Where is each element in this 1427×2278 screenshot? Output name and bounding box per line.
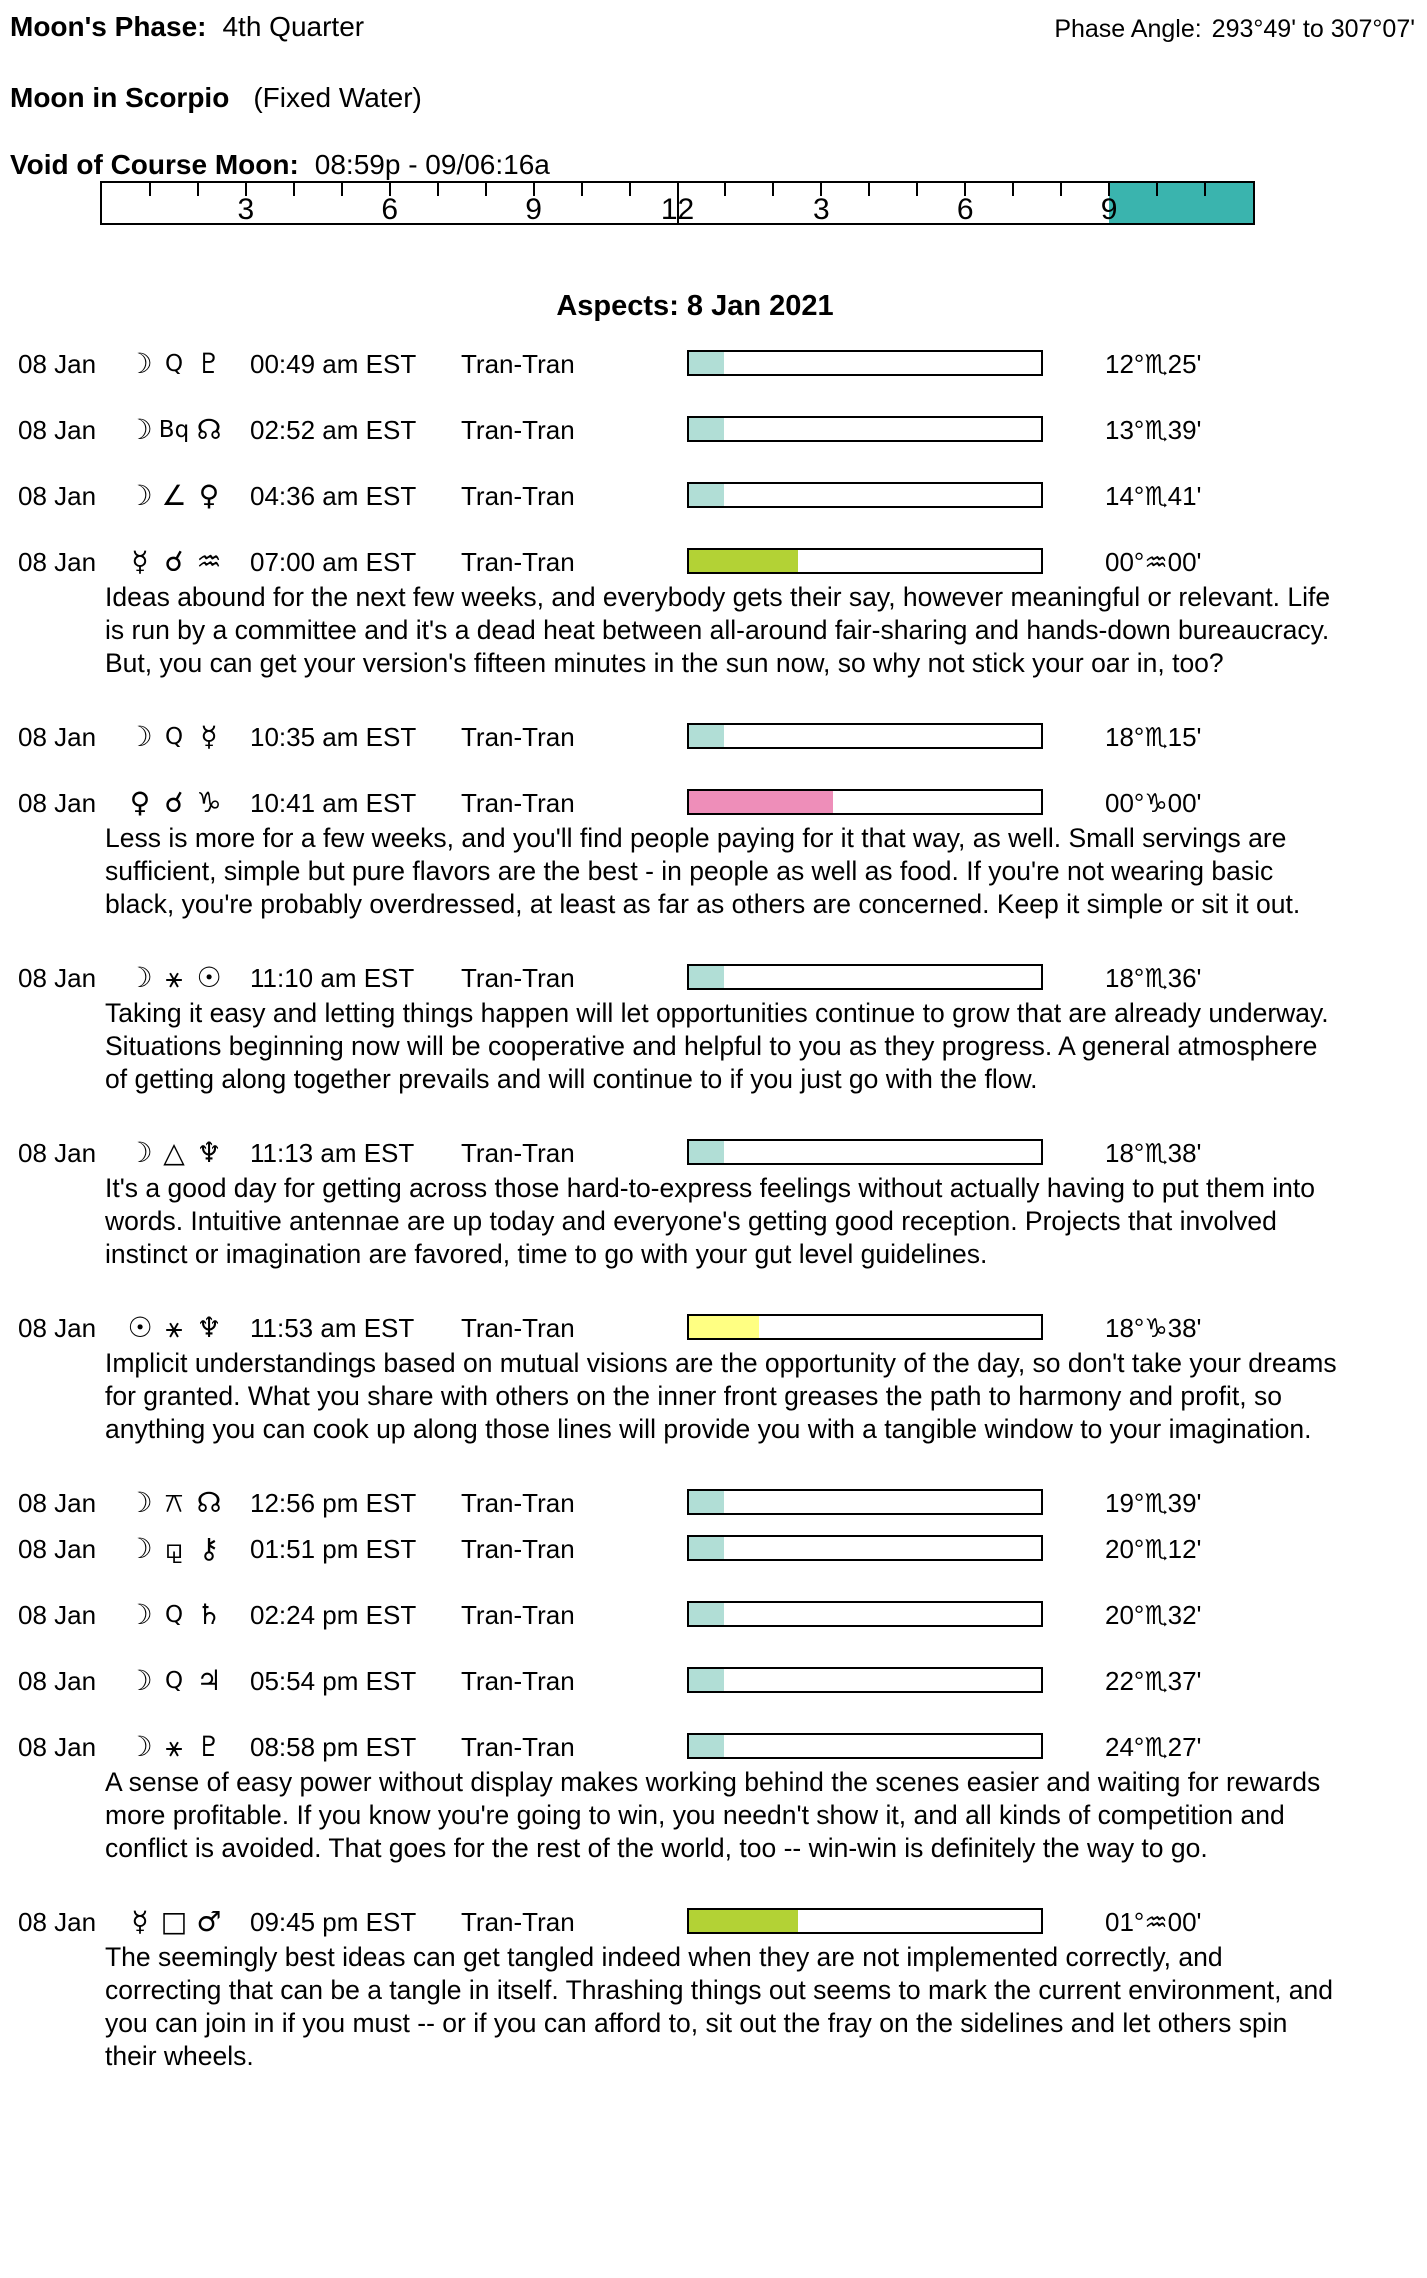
quintile-icon: Q bbox=[164, 1668, 184, 1694]
orb-bar-fill bbox=[689, 1141, 724, 1163]
orb-bar bbox=[687, 1314, 1043, 1340]
interpretation-text: The seemingly best ideas can get tangled indeed when they are not implemented correctly, and correcting that can be a tangle in itself. Thrashing things out seems to mark the current environment, and you can join in if you must -- or if you can afford to, sit out the fray on the sidelines and let others spin their wheels. bbox=[105, 1942, 1334, 2071]
chiron-icon: ⚷ bbox=[198, 1532, 220, 1565]
orb-bar-fill bbox=[689, 352, 724, 374]
orb-bar-fill bbox=[689, 966, 724, 988]
hour-tick bbox=[724, 183, 726, 196]
orb-bar-fill bbox=[689, 1603, 724, 1625]
aspect-type: Tran-Tran bbox=[461, 349, 575, 379]
aspect-row[interactable] bbox=[10, 786, 1427, 820]
aspect-date: 08 Jan bbox=[18, 788, 97, 818]
mercury-icon: ☿ bbox=[131, 1905, 149, 1938]
orb-bar-fill bbox=[689, 1316, 759, 1338]
hour-tick bbox=[1060, 183, 1062, 196]
aspect-row[interactable] bbox=[10, 413, 1427, 447]
phase-angle-label: Phase Angle: bbox=[1054, 15, 1202, 43]
orb-bar bbox=[687, 1667, 1043, 1693]
orb-bar-fill bbox=[689, 484, 724, 506]
moon-icon: ☽ bbox=[127, 479, 153, 512]
aspect-row[interactable] bbox=[10, 961, 1427, 995]
orb-bar bbox=[687, 1139, 1043, 1165]
aspect-time: 08:58 pm EST bbox=[250, 1732, 417, 1762]
aspect-row[interactable] bbox=[10, 1136, 1427, 1170]
orb-bar-fill bbox=[689, 725, 724, 747]
hour-tick bbox=[916, 183, 918, 196]
orb-bar-fill bbox=[689, 1491, 724, 1513]
aspect-time: 07:00 am EST bbox=[250, 547, 417, 577]
hour-label: 9 bbox=[525, 193, 542, 226]
hour-tick bbox=[629, 183, 631, 196]
aspect-type: Tran-Tran bbox=[461, 1732, 575, 1762]
aspect-date: 08 Jan bbox=[18, 481, 97, 511]
quintile-icon: Q bbox=[164, 1602, 184, 1628]
north-node-icon: ☊ bbox=[196, 413, 222, 446]
aspect-date: 08 Jan bbox=[18, 1666, 97, 1696]
orb-bar bbox=[687, 1908, 1043, 1934]
sextile-icon: ⚹ bbox=[165, 1311, 183, 1344]
aspect-degree: 24°♏27' bbox=[1105, 1732, 1202, 1762]
aspect-type: Tran-Tran bbox=[461, 1600, 575, 1630]
orb-bar-fill bbox=[689, 1910, 798, 1932]
aspect-degree: 01°♒00' bbox=[1105, 1907, 1202, 1937]
hour-tick bbox=[868, 183, 870, 196]
aspect-type: Tran-Tran bbox=[461, 722, 575, 752]
aspect-row[interactable] bbox=[10, 479, 1427, 513]
aspect-type: Tran-Tran bbox=[461, 1907, 575, 1937]
aspect-degree: 18°♏38' bbox=[1105, 1138, 1202, 1168]
orb-bar-fill bbox=[689, 418, 724, 440]
moon-phase-line bbox=[10, 10, 364, 46]
conjunction-icon: ☌ bbox=[164, 545, 184, 578]
orb-bar bbox=[687, 416, 1043, 442]
aspect-degree: 20°♏32' bbox=[1105, 1600, 1202, 1630]
jupiter-icon: ♃ bbox=[196, 1664, 222, 1697]
interpretation-text: Implicit understandings based on mutual visions are the opportunity of the day, so don't take your dreams for granted. What you share with others on the inner front greases the path to harmony and profit, so anything you can cook up along those lines will provide you with a tangible window to your imagination. bbox=[105, 1348, 1337, 1444]
interpretation-text: It's a good day for getting across those hard-to-express feelings without actually having to put them into words. Intuitive antennae are up today and everyone's getting good reception. Projects that involved instinct or imagination are favored, time to go with your gut level guidelines. bbox=[105, 1173, 1316, 1269]
aspect-time: 02:24 pm EST bbox=[250, 1600, 417, 1630]
aspect-degree: 22°♏37' bbox=[1105, 1666, 1202, 1696]
aspects-title: Aspects: 8 Jan 2021 bbox=[556, 290, 834, 322]
quincunx-icon: ⚻ bbox=[164, 1486, 184, 1519]
aspect-time: 01:51 pm EST bbox=[250, 1534, 417, 1564]
aspect-type: Tran-Tran bbox=[461, 547, 575, 577]
aspect-time: 11:10 am EST bbox=[250, 963, 415, 993]
aspect-degree: 13°♏39' bbox=[1105, 415, 1202, 445]
voc-24h-ruler bbox=[100, 181, 1255, 225]
moon-icon: ☽ bbox=[127, 1730, 153, 1763]
orb-bar bbox=[687, 548, 1043, 574]
aspect-row[interactable] bbox=[10, 1664, 1427, 1698]
aspect-time: 10:41 am EST bbox=[250, 788, 417, 818]
aspect-type: Tran-Tran bbox=[461, 963, 575, 993]
aspect-list bbox=[10, 347, 1427, 2073]
aspect-date: 08 Jan bbox=[18, 1600, 97, 1630]
aspect-date: 08 Jan bbox=[18, 1534, 97, 1564]
interpretation-text: Taking it easy and letting things happen will let opportunities continue to grow that are already underway. Situations beginning now will be cooperative and helpful to you as they progress. A general atmosphere of getting along together prevails and will continue to if you just go with the flow. bbox=[105, 998, 1329, 1094]
capricorn-icon: ♑ bbox=[196, 786, 222, 819]
aquarius-icon: ♒ bbox=[196, 545, 222, 578]
hour-tick bbox=[485, 183, 487, 196]
hour-tick bbox=[341, 183, 343, 196]
neptune-icon: ♆ bbox=[196, 1136, 222, 1169]
aspect-date: 08 Jan bbox=[18, 1907, 97, 1937]
hour-tick bbox=[581, 183, 583, 196]
aspect-row[interactable] bbox=[10, 1532, 1427, 1566]
aspect-degree: 00°♒00' bbox=[1105, 547, 1202, 577]
void-of-course-line bbox=[10, 148, 1427, 181]
mars-icon: ♂ bbox=[196, 1905, 222, 1938]
aspect-type: Tran-Tran bbox=[461, 1488, 575, 1518]
aspect-date: 08 Jan bbox=[18, 1138, 97, 1168]
aspect-date: 08 Jan bbox=[18, 1732, 97, 1762]
orb-bar bbox=[687, 723, 1043, 749]
square-icon: □ bbox=[160, 1905, 188, 1938]
orb-bar bbox=[687, 789, 1043, 815]
aspect-time: 05:54 pm EST bbox=[250, 1666, 417, 1696]
hour-label: 6 bbox=[956, 193, 974, 226]
orb-bar bbox=[687, 1733, 1043, 1759]
orb-bar-fill bbox=[689, 791, 833, 813]
sun-icon: ☉ bbox=[127, 1311, 153, 1344]
hour-label: 3 bbox=[813, 193, 830, 226]
moon-icon: ☽ bbox=[127, 1136, 153, 1169]
phase-angle-value: 293°49' to 307°07' bbox=[1211, 15, 1415, 43]
hour-label: 9 bbox=[1100, 193, 1118, 226]
aspect-row[interactable] bbox=[10, 1905, 1427, 1939]
aspect-date: 08 Jan bbox=[18, 547, 97, 577]
void-period-fill bbox=[1109, 183, 1253, 223]
orb-bar bbox=[687, 964, 1043, 990]
aspect-date: 08 Jan bbox=[18, 1313, 97, 1343]
aspect-degree: 12°♏25' bbox=[1105, 349, 1202, 379]
aspect-type: Tran-Tran bbox=[461, 788, 575, 818]
moon-phase-label: Moon's Phase: bbox=[10, 11, 207, 42]
trine-icon: △ bbox=[163, 1136, 185, 1169]
aspect-degree: 14°♏41' bbox=[1105, 481, 1202, 511]
voc-value: 08:59p - 09/06:16a bbox=[314, 149, 550, 180]
moon-icon: ☽ bbox=[127, 961, 153, 994]
north-node-icon: ☊ bbox=[196, 1486, 222, 1519]
interpretation-text: A sense of easy power without display makes working behind the scenes easier and waiting for rewards more profitable. If you know you're going to win, you needn't show it, and all kinds of competition and conflict is avoided. That goes for the rest of the world, too -- win-win is definitely the way to go. bbox=[105, 1767, 1321, 1863]
quintile-icon: Q bbox=[164, 351, 184, 377]
aspect-degree: 18°♏15' bbox=[1105, 722, 1202, 752]
moon-phase-row bbox=[10, 10, 1415, 46]
orb-bar bbox=[687, 1535, 1043, 1561]
aspect-time: 10:35 am EST bbox=[250, 722, 417, 752]
aspect-type: Tran-Tran bbox=[461, 415, 575, 445]
moon-icon: ☽ bbox=[127, 1532, 153, 1565]
hour-tick bbox=[197, 183, 199, 196]
aspect-row[interactable] bbox=[10, 1311, 1427, 1345]
aspect-time: 09:45 pm EST bbox=[250, 1907, 417, 1937]
aspect-date: 08 Jan bbox=[18, 349, 97, 379]
hour-tick bbox=[1204, 183, 1206, 196]
aspect-degree: 18°♑38' bbox=[1105, 1313, 1202, 1343]
aspect-date: 08 Jan bbox=[18, 963, 97, 993]
aspect-row[interactable] bbox=[10, 347, 1427, 381]
moon-icon: ☽ bbox=[127, 1664, 153, 1697]
orb-bar bbox=[687, 1489, 1043, 1515]
aspect-degree: 18°♏36' bbox=[1105, 963, 1202, 993]
aspect-time: 04:36 am EST bbox=[250, 481, 417, 511]
hour-label: 12 bbox=[660, 193, 695, 226]
orb-bar-fill bbox=[689, 550, 798, 572]
moon-sign-line bbox=[10, 81, 1427, 114]
pluto-icon: ♇ bbox=[196, 347, 222, 380]
aspect-row[interactable] bbox=[10, 1598, 1427, 1632]
sun-icon: ☉ bbox=[196, 961, 222, 994]
conjunction-icon: ☌ bbox=[164, 786, 184, 819]
hour-tick bbox=[772, 183, 774, 196]
aspect-time: 02:52 am EST bbox=[250, 415, 417, 445]
aspect-time: 12:56 pm EST bbox=[250, 1488, 417, 1518]
aspect-type: Tran-Tran bbox=[461, 1666, 575, 1696]
orb-bar bbox=[687, 350, 1043, 376]
aspect-date: 08 Jan bbox=[18, 415, 97, 445]
interpretation-text: Less is more for a few weeks, and you'll find people paying for it that way, as well. Small servings are sufficient, simple but pure flavors are the best - in people as well as food. If you're not wearing basic black, you're probably overdressed, at least as far as others are concerned. Keep it simple or sit it out. bbox=[105, 823, 1301, 919]
phase-angle-line bbox=[1054, 10, 1415, 46]
orb-bar-fill bbox=[689, 1669, 724, 1691]
voc-label: Void of Course Moon: bbox=[10, 149, 299, 180]
aspect-date: 08 Jan bbox=[18, 722, 97, 752]
mercury-icon: ☿ bbox=[131, 545, 149, 578]
moon-icon: ☽ bbox=[127, 1598, 153, 1631]
aspect-type: Tran-Tran bbox=[461, 1138, 575, 1168]
aspect-time: 11:53 am EST bbox=[250, 1313, 415, 1343]
aspect-degree: 00°♑00' bbox=[1105, 788, 1202, 818]
hour-label: 3 bbox=[237, 193, 255, 226]
hour-tick bbox=[1156, 183, 1158, 196]
orb-bar bbox=[687, 1601, 1043, 1627]
moon-icon: ☽ bbox=[127, 1486, 153, 1519]
moon-sign-title: Moon in Scorpio bbox=[10, 82, 230, 113]
hour-label: 6 bbox=[381, 193, 399, 226]
aspect-degree: 19°♏39' bbox=[1105, 1488, 1202, 1518]
aspect-row[interactable] bbox=[10, 720, 1427, 754]
hour-tick bbox=[437, 183, 439, 196]
hour-tick bbox=[293, 183, 295, 196]
sextile-icon: ⚹ bbox=[165, 1730, 183, 1763]
aspect-row[interactable] bbox=[10, 1730, 1427, 1764]
orb-bar-fill bbox=[689, 1537, 724, 1559]
biquintile-icon: Bq bbox=[158, 417, 190, 443]
moon-icon: ☽ bbox=[127, 413, 153, 446]
venus-icon: ♀ bbox=[198, 479, 220, 512]
sextile-icon: ⚹ bbox=[165, 961, 183, 994]
neptune-icon: ♆ bbox=[196, 1311, 222, 1344]
aspect-degree: 20°♏12' bbox=[1105, 1534, 1202, 1564]
pluto-icon: ♇ bbox=[196, 1730, 222, 1763]
moon-sign-note: (Fixed Water) bbox=[253, 82, 422, 113]
saturn-icon: ♄ bbox=[196, 1598, 222, 1631]
sesquiquadrate-icon: ⚼ bbox=[164, 1532, 184, 1565]
interpretation-text: Ideas abound for the next few weeks, and everybody gets their say, however meaningful or relevant. Life is run by a committee and it's a dead heat between all-around fair-sharing and hands-down bureaucracy. But, you can get your version's fifteen minutes in the sun now, so why not stick your oar in, too? bbox=[105, 582, 1331, 678]
moon-icon: ☽ bbox=[127, 347, 153, 380]
aspect-row[interactable] bbox=[10, 1486, 1427, 1520]
orb-bar bbox=[687, 482, 1043, 508]
aspect-type: Tran-Tran bbox=[461, 481, 575, 511]
quintile-icon: Q bbox=[164, 724, 184, 750]
semisquare-icon: ∠ bbox=[161, 479, 187, 512]
orb-bar-fill bbox=[689, 1735, 724, 1757]
hour-tick bbox=[1012, 183, 1014, 196]
mercury-icon: ☿ bbox=[200, 720, 218, 753]
aspect-time: 11:13 am EST bbox=[250, 1138, 415, 1168]
moon-icon: ☽ bbox=[127, 720, 153, 753]
venus-icon: ♀ bbox=[129, 786, 151, 819]
aspect-time: 00:49 am EST bbox=[250, 349, 417, 379]
moon-phase-value: 4th Quarter bbox=[222, 11, 365, 42]
aspect-type: Tran-Tran bbox=[461, 1534, 575, 1564]
aspect-type: Tran-Tran bbox=[461, 1313, 575, 1343]
aspect-date: 08 Jan bbox=[18, 1488, 97, 1518]
aspect-row[interactable] bbox=[10, 545, 1427, 579]
hour-tick bbox=[149, 183, 151, 196]
